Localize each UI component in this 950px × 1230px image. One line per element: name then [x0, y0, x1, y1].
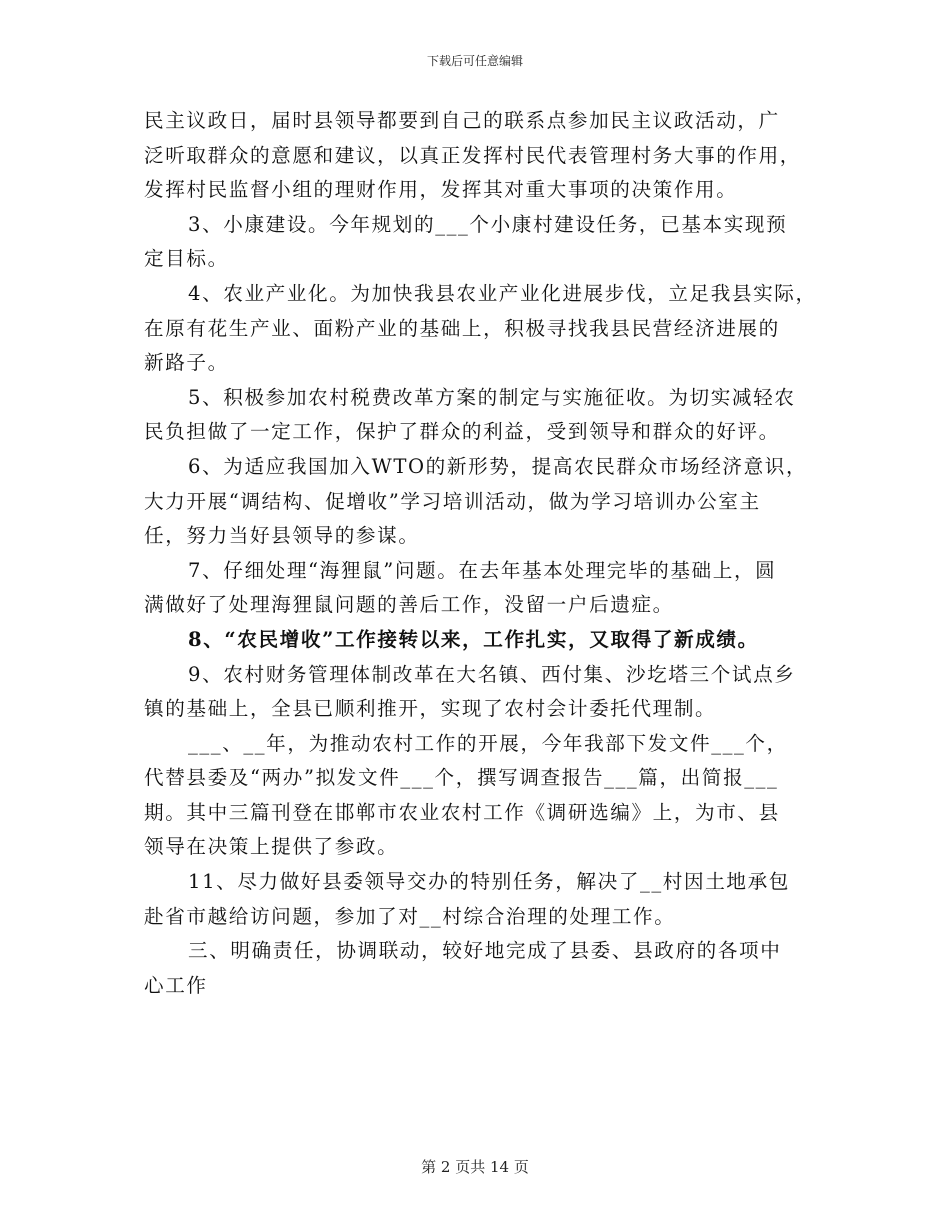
text-line: 3、小康建设。今年规划的___个小康村建设任务，已基本实现预: [188, 212, 788, 236]
text-line: 7、仔细处理“海狸鼠”问题。在去年基本处理完毕的基础上，圆: [188, 558, 777, 582]
text-line: 大力开展“调结构、促增收”学习培训活动，做为学习培训办公室主: [144, 489, 761, 513]
text-line: 9、农村财务管理体制改革在大名镇、西付集、沙圪塔三个试点乡: [188, 662, 796, 686]
text-line: 在原有花生产业、面粉产业的基础上，积极寻找我县民营经济进展的: [144, 316, 780, 340]
text-line: 6、为适应我国加入WTO的新形势，提高农民群众市场经济意识，: [188, 454, 808, 478]
text-line: 期。其中三篇刊登在邯郸市农业农村工作《调研选编》上，为市、县: [144, 800, 780, 824]
text-line: 11、尽力做好县委领导交办的特别任务，解决了__村因土地承包: [188, 870, 790, 894]
text-line: 泛听取群众的意愿和建议，以真正发挥村民代表管理村务大事的作用，: [144, 143, 802, 167]
text-line: 满做好了处理海狸鼠问题的善后工作，没留一户后遗症。: [144, 593, 674, 617]
text-line: 定目标。: [144, 247, 229, 271]
text-line: 5、积极参加农村税费改革方案的制定与实施征收。为切实减轻农: [188, 385, 796, 409]
text-line: 代替县委及“两办”拟发文件___个，撰写调查报告___篇，出简报___: [144, 766, 779, 790]
text-line: 赴省市越给访问题，参加了对__村综合治理的处理工作。: [144, 904, 676, 928]
text-line: 4、农业产业化。为加快我县农业产业化进展步伐，立足我县实际，: [188, 281, 817, 305]
text-line: 心工作: [144, 973, 208, 997]
text-line: ___、__年，为推动农村工作的开展，今年我部下发文件___个，: [188, 731, 788, 755]
page-footer: 第 2 页共 14 页: [421, 1158, 529, 1176]
text-line: 民负担做了一定工作，保护了群众的利益，受到领导和群众的好评。: [144, 420, 780, 444]
text-line: 民主议政日，届时县领导都要到自己的联系点参加民主议政活动，广: [144, 109, 780, 132]
text-line: 新路子。: [144, 351, 229, 375]
text-line: 发挥村民监督小组的理财作用，发挥其对重大事项的决策作用。: [144, 178, 738, 202]
text-line: 任，努力当好县领导的参谋。: [144, 524, 420, 548]
document-body: [144, 104, 824, 1003]
text-line: 镇的基础上，全县已顺利推开，实现了农村会计委托代理制。: [144, 697, 717, 721]
text-line: 三、明确责任，协调联动，较好地完成了县委、县政府的各项中: [188, 939, 782, 963]
text-line: 领导在决策上提供了参政。: [144, 835, 399, 859]
text-line: 8、“农民增收”工作接转以来，工作扎实，又取得了新成绩。: [188, 627, 759, 651]
page-header: 下载后可任意编辑: [426, 54, 523, 68]
